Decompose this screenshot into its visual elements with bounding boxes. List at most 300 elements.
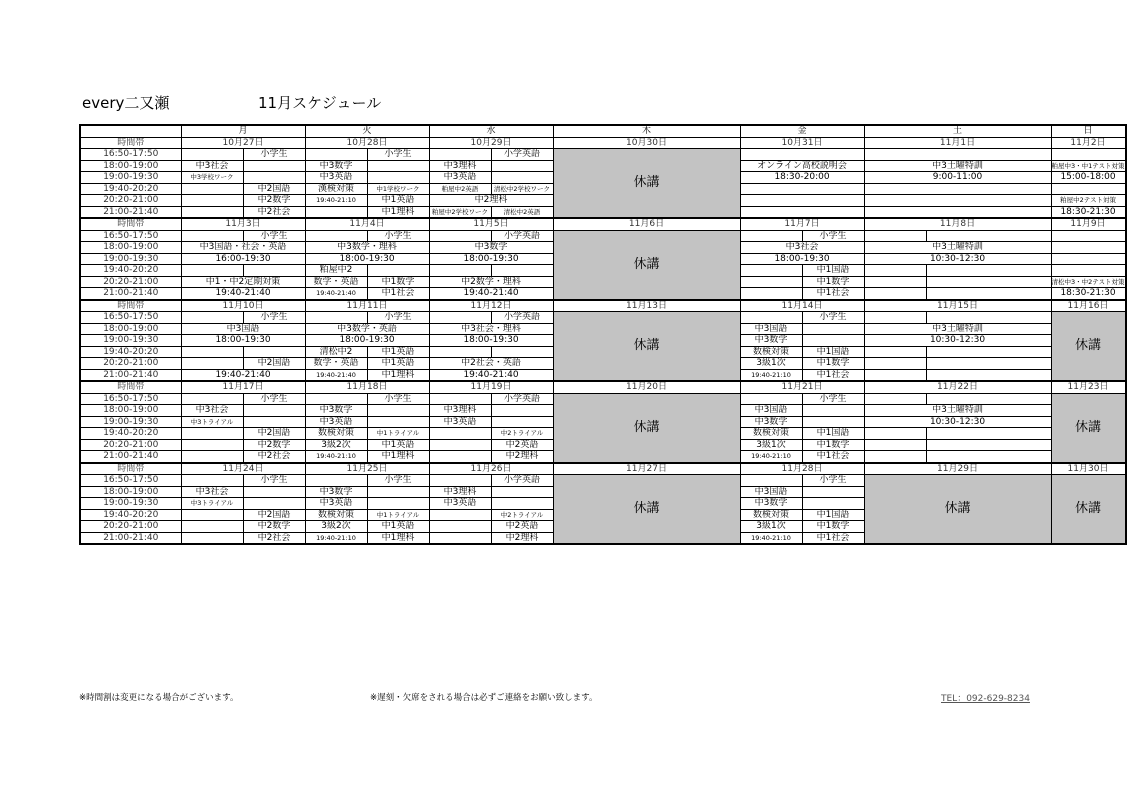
schedule-cell: 中1トライアル — [367, 509, 429, 521]
closed-cell: 休講 — [553, 230, 740, 300]
schedule-cell: 小学生 — [243, 230, 305, 242]
schedule-cell: 19:40-21:10 — [305, 451, 367, 463]
footer-note-contact: ※遅刻・欠席をされる場合は必ずご連絡をお願い致します。 — [370, 693, 598, 703]
schedule-cell — [243, 346, 305, 358]
schedule-cell: 中3国語 — [740, 323, 802, 335]
schedule-cell: 清松中2 — [305, 346, 367, 358]
schedule-cell: 中1社会 — [802, 532, 864, 544]
schedule-cell — [1051, 265, 1126, 277]
schedule-cell — [926, 265, 1051, 277]
schedule-cell: 数学・英語 — [305, 276, 367, 288]
schedule-cell: 中3社会 — [181, 160, 243, 172]
schedule-cell: 19:40-21:40 — [305, 369, 367, 381]
schedule-cell: 中1学校ワーク — [367, 183, 429, 195]
schedule-cell — [864, 149, 1051, 161]
schedule-cell: 中2数学 — [243, 521, 305, 533]
schedule-cell — [802, 486, 864, 498]
schedule-cell — [864, 195, 1051, 207]
schedule-cell — [243, 172, 305, 184]
schedule-cell — [367, 486, 429, 498]
time-slot: 21:00-21:40 — [80, 532, 181, 544]
schedule-cell: 清松中2学校ワーク — [491, 183, 553, 195]
schedule-cell: 数検対策 — [305, 428, 367, 440]
schedule-cell: 18:00-19:30 — [429, 253, 553, 265]
schedule-cell: 中2数学・理科 — [429, 276, 553, 288]
date-header: 11月3日 — [181, 218, 305, 230]
schedule-cell: 小学英語 — [491, 149, 553, 161]
time-slot: 21:00-21:40 — [80, 451, 181, 463]
schedule-cell: 中1数学 — [802, 276, 864, 288]
schedule-cell — [181, 265, 243, 277]
date-header: 10月31日 — [740, 137, 864, 149]
schedule-cell: 小学生 — [367, 149, 429, 161]
schedule-cell: 小学生 — [367, 230, 429, 242]
schedule-cell: 中3トライアル — [181, 498, 243, 510]
schedule-cell — [243, 416, 305, 428]
schedule-cell: 中3数学 — [429, 242, 553, 254]
schedule-cell: 粕屋中3・中1テスト対策 — [1051, 161, 1125, 170]
schedule-cell — [926, 346, 1051, 358]
schedule-cell: 15:00-18:00 — [1051, 172, 1126, 184]
schedule-cell: 小学生 — [243, 475, 305, 487]
schedule-cell: 中3国語・社会・英語 — [181, 242, 305, 254]
date-header: 11月16日 — [1051, 300, 1126, 312]
schedule-cell: 中1社会 — [802, 288, 864, 300]
schedule-cell — [429, 475, 491, 487]
schedule-cell: 3級1次 — [740, 521, 802, 533]
schedule-cell — [181, 312, 243, 324]
schedule-cell — [926, 393, 1051, 405]
schedule-cell: 中3数学・英語 — [305, 323, 429, 335]
time-header: 時間帯 — [80, 218, 181, 230]
schedule-cell — [926, 288, 1051, 300]
schedule-cell: 中3英語 — [429, 172, 491, 184]
schedule-cell — [926, 369, 1051, 381]
schedule-cell — [491, 346, 553, 358]
schedule-cell — [864, 393, 926, 405]
schedule-cell: 小学英語 — [491, 312, 553, 324]
closed-cell: 休講 — [553, 149, 740, 219]
schedule-cell — [243, 265, 305, 277]
schedule-cell — [491, 160, 553, 172]
schedule-cell — [181, 195, 243, 207]
date-header: 11月9日 — [1051, 218, 1126, 230]
schedule-cell: 中2英語 — [491, 521, 553, 533]
date-header: 11月1日 — [864, 137, 1051, 149]
time-header: 時間帯 — [80, 463, 181, 475]
schedule-cell: 中1英語 — [367, 358, 429, 370]
schedule-cell: 3級2次 — [305, 521, 367, 533]
schedule-cell: 粕屋中2学校ワーク — [429, 206, 491, 218]
schedule-cell: 3級1次 — [740, 439, 802, 451]
schedule-cell: 19:40-21:40 — [305, 288, 367, 300]
time-slot: 20:20-21:00 — [80, 195, 181, 207]
schedule-cell — [864, 288, 926, 300]
schedule-cell — [181, 346, 243, 358]
schedule-cell: 中1理科 — [367, 532, 429, 544]
time-slot: 20:20-21:00 — [80, 439, 181, 451]
schedule-cell — [926, 428, 1051, 440]
schedule-cell: 19:40-21:40 — [181, 288, 305, 300]
schedule-cell — [181, 509, 243, 521]
schedule-cell — [181, 230, 243, 242]
schedule-cell: 19:40-21:40 — [429, 369, 553, 381]
date-header: 11月29日 — [864, 463, 1051, 475]
schedule-cell — [367, 172, 429, 184]
schedule-cell: 中1数学 — [802, 439, 864, 451]
schedule-cell — [367, 160, 429, 172]
time-slot: 21:00-21:40 — [80, 206, 181, 218]
schedule-cell — [926, 312, 1051, 324]
date-header: 11月21日 — [740, 381, 864, 393]
schedule-cell: 中3英語 — [305, 498, 367, 510]
schedule-cell — [181, 532, 243, 544]
schedule-cell: 小学生 — [802, 312, 864, 324]
schedule-cell — [864, 346, 926, 358]
schedule-cell — [243, 498, 305, 510]
schedule-cell — [1051, 230, 1126, 242]
schedule-cell: 中1社会 — [367, 288, 429, 300]
schedule-cell: 中3国語 — [740, 486, 802, 498]
date-header: 11月10日 — [181, 300, 305, 312]
schedule-cell: 中3数学 — [740, 335, 802, 347]
schedule-cell: 10:30-12:30 — [864, 416, 1051, 428]
day-header: 土 — [864, 125, 1051, 137]
time-slot: 19:40-20:20 — [80, 509, 181, 521]
schedule-cell: 数検対策 — [305, 509, 367, 521]
schedule-cell: 中3英語 — [429, 416, 491, 428]
schedule-cell: 19:40-21:10 — [740, 369, 802, 381]
schedule-cell: 中3数学 — [305, 405, 367, 417]
day-header: 月 — [181, 125, 305, 137]
closed-cell: 休講 — [1051, 393, 1126, 463]
schedule-cell — [181, 358, 243, 370]
schedule-cell: 中2数学 — [243, 439, 305, 451]
time-header: 時間帯 — [80, 300, 181, 312]
schedule-cell — [740, 265, 802, 277]
schedule-cell — [740, 312, 802, 324]
time-slot: 19:40-20:20 — [80, 265, 181, 277]
schedule-cell: 小学英語 — [491, 475, 553, 487]
schedule-cell: 16:00-19:30 — [181, 253, 305, 265]
date-header: 11月24日 — [181, 463, 305, 475]
schedule-cell: 中3理科 — [429, 486, 491, 498]
schedule-cell: 小学生 — [802, 475, 864, 487]
schedule-cell: 19:40-21:10 — [740, 532, 802, 544]
date-header: 11月5日 — [429, 218, 553, 230]
schedule-cell: 中2理科 — [491, 451, 553, 463]
schedule-cell: 小学生 — [367, 312, 429, 324]
corner-cell — [80, 125, 181, 137]
date-header: 11月2日 — [1051, 137, 1126, 149]
date-header: 11月23日 — [1051, 381, 1126, 393]
schedule-cell: 中3トライアル — [181, 416, 243, 428]
date-header: 11月13日 — [553, 300, 740, 312]
schedule-cell — [1051, 242, 1126, 254]
time-slot: 16:50-17:50 — [80, 393, 181, 405]
date-header: 11月17日 — [181, 381, 305, 393]
schedule-cell: 19:40-21:40 — [181, 369, 305, 381]
schedule-cell: 9:00-11:00 — [864, 172, 1051, 184]
schedule-cell: 3級1次 — [740, 358, 802, 370]
schedule-cell — [926, 276, 1051, 288]
schedule-cell — [181, 521, 243, 533]
schedule-cell — [181, 183, 243, 195]
schedule-cell — [181, 475, 243, 487]
time-slot: 20:20-21:00 — [80, 276, 181, 288]
schedule-cell: 中3土曜特訓 — [864, 160, 1051, 172]
schedule-cell — [429, 428, 491, 440]
schedule-cell: 中1理科 — [367, 206, 429, 218]
schedule-cell — [864, 276, 926, 288]
schedule-cell: 19:40-21:40 — [429, 288, 553, 300]
schedule-cell: 18:00-19:30 — [740, 253, 864, 265]
date-header: 11月27日 — [553, 463, 740, 475]
schedule-cell — [864, 451, 926, 463]
schedule-cell: 中1理科 — [367, 369, 429, 381]
closed-cell: 休講 — [864, 475, 1051, 545]
schedule-cell — [305, 206, 367, 218]
schedule-cell — [864, 230, 926, 242]
schedule-cell: 清松中3・中2テスト対策 — [1051, 277, 1125, 286]
schedule-cell: 中3英語 — [429, 498, 491, 510]
closed-cell: 休講 — [553, 475, 740, 545]
schedule-cell: 中3社会 — [740, 242, 864, 254]
schedule-cell — [367, 498, 429, 510]
schedule-cell — [305, 149, 367, 161]
time-slot: 18:00-19:00 — [80, 405, 181, 417]
school-name: every二又瀬 — [82, 94, 170, 112]
schedule-cell: 中3学校ワーク — [181, 172, 243, 184]
schedule-cell: 中2理科 — [429, 195, 553, 207]
schedule-cell — [491, 416, 553, 428]
schedule-cell — [429, 149, 491, 161]
schedule-cell: 中3理科 — [429, 405, 491, 417]
schedule-cell: 数学・英語 — [305, 358, 367, 370]
footer-note-timetable: ※時間割は変更になる場合がございます。 — [79, 693, 239, 703]
schedule-cell: 中2社会 — [243, 451, 305, 463]
time-slot: 19:40-20:20 — [80, 428, 181, 440]
day-header: 水 — [429, 125, 553, 137]
date-header: 11月11日 — [305, 300, 429, 312]
schedule-cell: 中2トライアル — [491, 509, 553, 521]
time-slot: 19:00-19:30 — [80, 416, 181, 428]
schedule-cell — [864, 369, 926, 381]
schedule-cell: 中2国語 — [243, 358, 305, 370]
schedule-cell: 18:30-21:30 — [1051, 288, 1126, 300]
schedule-cell — [864, 183, 1051, 195]
schedule-cell: 中3数学・理科 — [305, 242, 429, 254]
schedule-cell: 中1トライアル — [367, 428, 429, 440]
schedule-cell: 中2数学 — [243, 195, 305, 207]
schedule-cell: 中3社会・理科 — [429, 323, 553, 335]
schedule-cell — [864, 428, 926, 440]
schedule-cell: 小学生 — [243, 149, 305, 161]
schedule-cell — [740, 149, 864, 161]
schedule-cell: 小学生 — [802, 230, 864, 242]
schedule-cell: 中1英語 — [367, 439, 429, 451]
day-header: 金 — [740, 125, 864, 137]
schedule-cell — [181, 393, 243, 405]
schedule-cell — [367, 405, 429, 417]
schedule-cell — [305, 393, 367, 405]
time-slot: 19:00-19:30 — [80, 335, 181, 347]
time-slot: 20:20-21:00 — [80, 521, 181, 533]
date-header: 10月29日 — [429, 137, 553, 149]
schedule-cell — [181, 439, 243, 451]
schedule-cell — [429, 521, 491, 533]
schedule-cell: 中2国語 — [243, 509, 305, 521]
schedule-cell — [429, 451, 491, 463]
schedule-cell: 漢検対策 — [305, 183, 367, 195]
time-slot: 16:50-17:50 — [80, 475, 181, 487]
schedule-cell — [491, 265, 553, 277]
schedule-cell — [926, 451, 1051, 463]
schedule-cell — [491, 405, 553, 417]
schedule-cell: 数検対策 — [740, 346, 802, 358]
schedule-cell — [864, 358, 926, 370]
schedule-cell: 18:00-19:30 — [181, 335, 305, 347]
schedule-cell — [491, 498, 553, 510]
schedule-cell — [491, 486, 553, 498]
date-header: 11月19日 — [429, 381, 553, 393]
schedule-cell — [802, 416, 864, 428]
time-slot: 19:40-20:20 — [80, 346, 181, 358]
day-header: 日 — [1051, 125, 1126, 137]
schedule-cell: 18:30-21:30 — [1051, 206, 1126, 218]
schedule-cell: 19:40-21:10 — [740, 451, 802, 463]
schedule-cell: 中1国語 — [802, 265, 864, 277]
date-header: 11月6日 — [553, 218, 740, 230]
date-header: 11月26日 — [429, 463, 553, 475]
schedule-cell: 中3数学 — [305, 160, 367, 172]
schedule-cell: 中1社会 — [802, 451, 864, 463]
schedule-cell: 19:40-21:10 — [305, 532, 367, 544]
time-slot: 21:00-21:40 — [80, 288, 181, 300]
time-header: 時間帯 — [80, 137, 181, 149]
time-slot: 16:50-17:50 — [80, 312, 181, 324]
schedule-cell: 中1数学 — [367, 276, 429, 288]
time-header: 時間帯 — [80, 381, 181, 393]
closed-cell: 休講 — [1051, 475, 1126, 545]
schedule-cell: 中3土曜特訓 — [864, 242, 1051, 254]
schedule-cell: 中1・中2定期対策 — [181, 276, 305, 288]
date-header: 11月20日 — [553, 381, 740, 393]
date-header: 11月14日 — [740, 300, 864, 312]
date-header: 11月30日 — [1051, 463, 1126, 475]
date-header: 10月27日 — [181, 137, 305, 149]
schedule-cell — [802, 335, 864, 347]
schedule-cell: 中3理科 — [429, 160, 491, 172]
schedule-title: 11月スケジュール — [258, 94, 382, 112]
schedule-cell — [740, 230, 802, 242]
date-header: 10月30日 — [553, 137, 740, 149]
schedule-cell: 中2国語 — [243, 428, 305, 440]
schedule-cell: 小学英語 — [491, 393, 553, 405]
time-slot: 19:40-20:20 — [80, 183, 181, 195]
date-header: 11月12日 — [429, 300, 553, 312]
date-header: 11月25日 — [305, 463, 429, 475]
time-slot: 20:20-21:00 — [80, 358, 181, 370]
schedule-cell: 中3数学 — [305, 486, 367, 498]
schedule-cell — [926, 358, 1051, 370]
schedule-cell — [429, 532, 491, 544]
schedule-cell — [429, 393, 491, 405]
schedule-cell — [740, 288, 802, 300]
schedule-cell: 中2社会 — [243, 206, 305, 218]
schedule-cell — [926, 230, 1051, 242]
schedule-cell — [864, 439, 926, 451]
schedule-cell: 中3社会 — [181, 486, 243, 498]
schedule-cell: 小学生 — [243, 393, 305, 405]
schedule-cell: 中1国語 — [802, 346, 864, 358]
schedule-cell — [491, 172, 553, 184]
schedule-cell — [367, 265, 429, 277]
schedule-cell: 小学英語 — [491, 230, 553, 242]
schedule-cell — [740, 393, 802, 405]
schedule-cell — [864, 206, 1051, 218]
time-slot: 19:00-19:30 — [80, 498, 181, 510]
schedule-cell — [802, 323, 864, 335]
schedule-cell — [740, 183, 864, 195]
schedule-cell — [740, 276, 802, 288]
schedule-cell — [429, 439, 491, 451]
time-slot: 21:00-21:40 — [80, 369, 181, 381]
closed-cell: 休講 — [1051, 312, 1126, 382]
schedule-cell: 中3数学 — [740, 416, 802, 428]
schedule-cell: 10:30-12:30 — [864, 253, 1051, 265]
time-slot: 18:00-19:00 — [80, 160, 181, 172]
schedule-cell — [181, 428, 243, 440]
schedule-cell — [1051, 253, 1126, 265]
schedule-cell: 清松中2英語 — [491, 206, 553, 218]
schedule-cell — [305, 312, 367, 324]
schedule-cell: 中1理科 — [367, 451, 429, 463]
schedule-cell: 中2英語 — [491, 439, 553, 451]
closed-cell: 休講 — [553, 312, 740, 382]
schedule-cell: 中2国語 — [243, 183, 305, 195]
schedule-cell: 小学生 — [802, 393, 864, 405]
schedule-cell — [802, 405, 864, 417]
schedule-cell: 18:00-19:30 — [305, 335, 429, 347]
schedule-cell: 中1社会 — [802, 369, 864, 381]
schedule-cell: 中3社会 — [181, 405, 243, 417]
date-header: 10月28日 — [305, 137, 429, 149]
schedule-cell: 19:40-21:10 — [305, 195, 367, 207]
day-header: 火 — [305, 125, 429, 137]
time-slot: 16:50-17:50 — [80, 230, 181, 242]
schedule-cell: 中2トライアル — [491, 428, 553, 440]
schedule-cell — [864, 265, 926, 277]
date-header: 11月18日 — [305, 381, 429, 393]
schedule-cell — [926, 439, 1051, 451]
schedule-cell: 数検対策 — [740, 509, 802, 521]
day-header: 木 — [553, 125, 740, 137]
schedule-cell — [429, 230, 491, 242]
schedule-cell — [802, 498, 864, 510]
schedule-cell — [367, 416, 429, 428]
schedule-cell: 中2理科 — [491, 532, 553, 544]
schedule-cell: 中3土曜特訓 — [864, 323, 1051, 335]
time-slot: 19:00-19:30 — [80, 253, 181, 265]
time-slot: 18:00-19:00 — [80, 323, 181, 335]
schedule-cell: 中3数学 — [740, 498, 802, 510]
schedule-cell: 小学生 — [367, 393, 429, 405]
schedule-cell: 中3国語 — [181, 323, 305, 335]
schedule-cell: 中3英語 — [305, 172, 367, 184]
time-slot: 18:00-19:00 — [80, 486, 181, 498]
schedule-cell — [740, 195, 864, 207]
